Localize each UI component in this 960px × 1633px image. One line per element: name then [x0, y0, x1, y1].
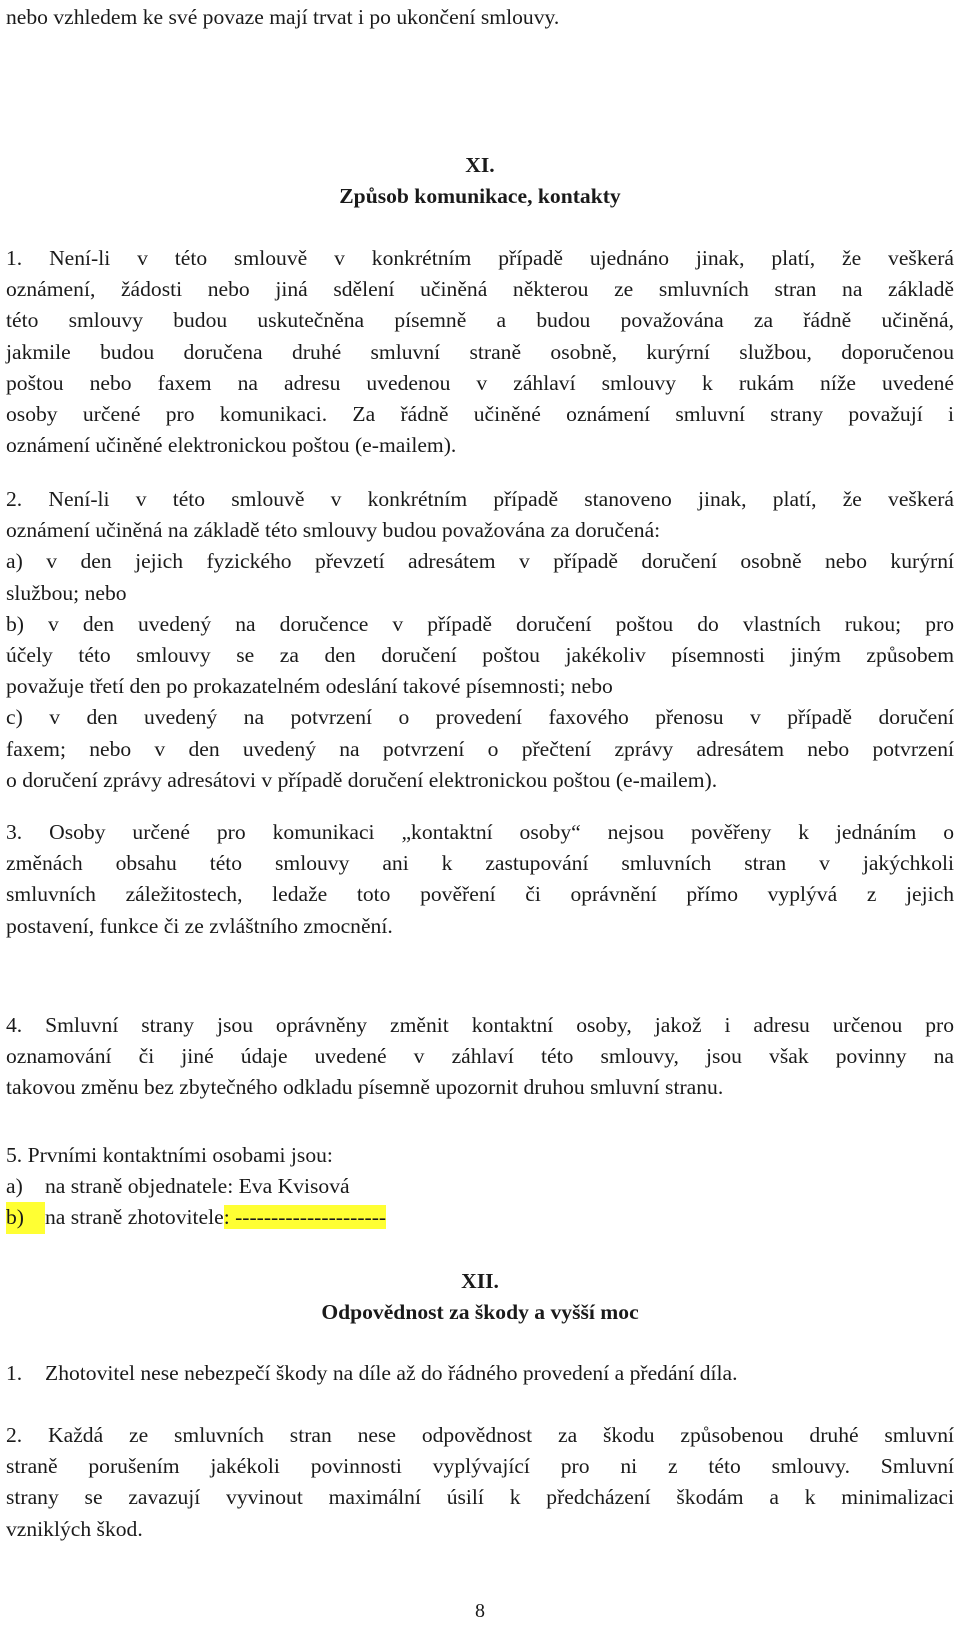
- section-xi-paragraph-5: [6, 1140, 954, 1234]
- text-line: a) v den jejich fyzického převzetí adresátem v případě doručení osobně nebo kurýrní: [6, 549, 954, 574]
- text-line: oznamování či jiné údaje uvedené v záhlaví této smlouvy, jsou však povinny na: [6, 1044, 954, 1069]
- text-line: faxem; nebo v den uvedený na potvrzení o přečtení zprávy adresátem nebo potvrzení: [6, 736, 954, 761]
- section-xi-paragraph-2: [6, 484, 954, 796]
- contact-b: [6, 1202, 954, 1233]
- text-line: této smlouvy budou uskutečněna písemně a budou považována za řádně učiněná,: [6, 308, 954, 333]
- text-line: straně porušením jakékoli povinnosti vyplývající pro ni z této smlouvy. Smluvní: [6, 1454, 954, 1479]
- text-line: poštou nebo faxem na adresu uvedenou v záhlaví smlouvy k rukám níže uvedené: [6, 370, 954, 395]
- text-line: jakmile budou doručena druhé smluvní straně osobně, kurýrní službou, doporučenou: [6, 339, 954, 364]
- section-xii-number: XII.: [461, 1269, 499, 1293]
- contact-a: [6, 1171, 954, 1202]
- contact-b-label: na straně zhotovitele: [45, 1205, 224, 1230]
- text-line: o doručení zprávy adresátovi v případě doručení elektronickou poštou (e-mailem).: [6, 767, 718, 792]
- text-line: považuje třetí den po prokazatelném odeslání takové písemnosti; nebo: [6, 674, 613, 699]
- text-line: změnách obsahu této smlouvy ani k zastupování smluvních stran v jakýchkoli: [6, 851, 954, 876]
- text-line: oznámení, žádosti nebo jiná sdělení učiněná některou ze smluvních stran na základě: [6, 277, 954, 302]
- text-line: osoby určené pro komunikaci. Za řádně učiněné oznámení smluvní strany považují i: [6, 401, 954, 426]
- text-line: 2. Není-li v této smlouvě v konkrétním případě stanoveno jinak, platí, že veškerá: [6, 487, 954, 511]
- text-line: c) v den uvedený na potvrzení o provedení faxového přenosu v případě doručení: [6, 705, 954, 730]
- contacts-intro: 5. Prvními kontaktními osobami jsou:: [6, 1143, 333, 1167]
- text-line: oznámení učiněné elektronickou poštou (e-mailem).: [6, 433, 457, 458]
- text-line: smluvních záležitostech, ledaže toto pověření či oprávnění přímo vyplývá z jejich: [6, 882, 954, 907]
- text-line: 2. Každá ze smluvních stran nese odpovědnost za škodu způsobenou druhé smluvní: [6, 1423, 954, 1447]
- text-line: účely této smlouvy se za den doručení poštou jakékoliv písemnosti jiným způsobem: [6, 642, 954, 667]
- text-line: 4. Smluvní strany jsou oprávněny změnit kontaktní osoby, jakož i adresu určenou pro: [6, 1013, 954, 1037]
- section-xi-number: XI.: [465, 153, 495, 177]
- section-xii-paragraph-2: [6, 1420, 954, 1545]
- section-xii-title: Odpovědnost za škody a vyšší moc: [321, 1300, 639, 1324]
- text-line: [6, 1358, 954, 1389]
- paragraph-text: Zhotovitel nese nebezpečí škody na díle až do řádného provedení a předání díla.: [45, 1361, 738, 1385]
- text-line: strany se zavazují vyvinout maximální úsilí k předcházení škodám a k minimalizaci: [6, 1485, 954, 1510]
- section-xi-title: Způsob komunikace, kontakty: [339, 184, 621, 208]
- page-number: 8: [475, 1600, 485, 1622]
- text-line: oznámení učiněná na základě této smlouvy budou považována za doručená:: [6, 518, 661, 543]
- text-line: postavení, funkce či ze zvláštního zmocnění.: [6, 913, 393, 938]
- text-line: vzniklých škod.: [6, 1516, 143, 1541]
- text-line: takovou změnu bez zbytečného odkladu písemně upozornit druhou smluvní stranu.: [6, 1075, 724, 1100]
- section-xii-paragraph-1: [6, 1358, 954, 1389]
- section-xi-paragraph-3: [6, 817, 954, 942]
- section-xi-paragraph-1: [6, 243, 954, 461]
- section-xi-paragraph-4: [6, 1010, 954, 1104]
- text-line: 3. Osoby určené pro komunikaci „kontaktní osoby“ nejsou pověřeny k jednáním o: [6, 820, 954, 844]
- contact-a-text: na straně objednatele: Eva Kvisová: [45, 1174, 350, 1199]
- text-line: službou; nebo: [6, 580, 127, 605]
- list-marker: a): [6, 1174, 23, 1199]
- intro-line: nebo vzhledem ke své povaze mají trvat i po ukončení smlouvy.: [6, 5, 560, 29]
- contact-b-value: : ---------------------: [223, 1205, 387, 1230]
- list-marker: b): [6, 1202, 45, 1233]
- list-marker: 1.: [6, 1361, 23, 1385]
- text-line: b) v den uvedený na doručence v případě doručení poštou do vlastních rukou; pro: [6, 611, 954, 636]
- text-line: 1. Není-li v této smlouvě v konkrétním případě ujednáno jinak, platí, že veškerá: [6, 246, 954, 270]
